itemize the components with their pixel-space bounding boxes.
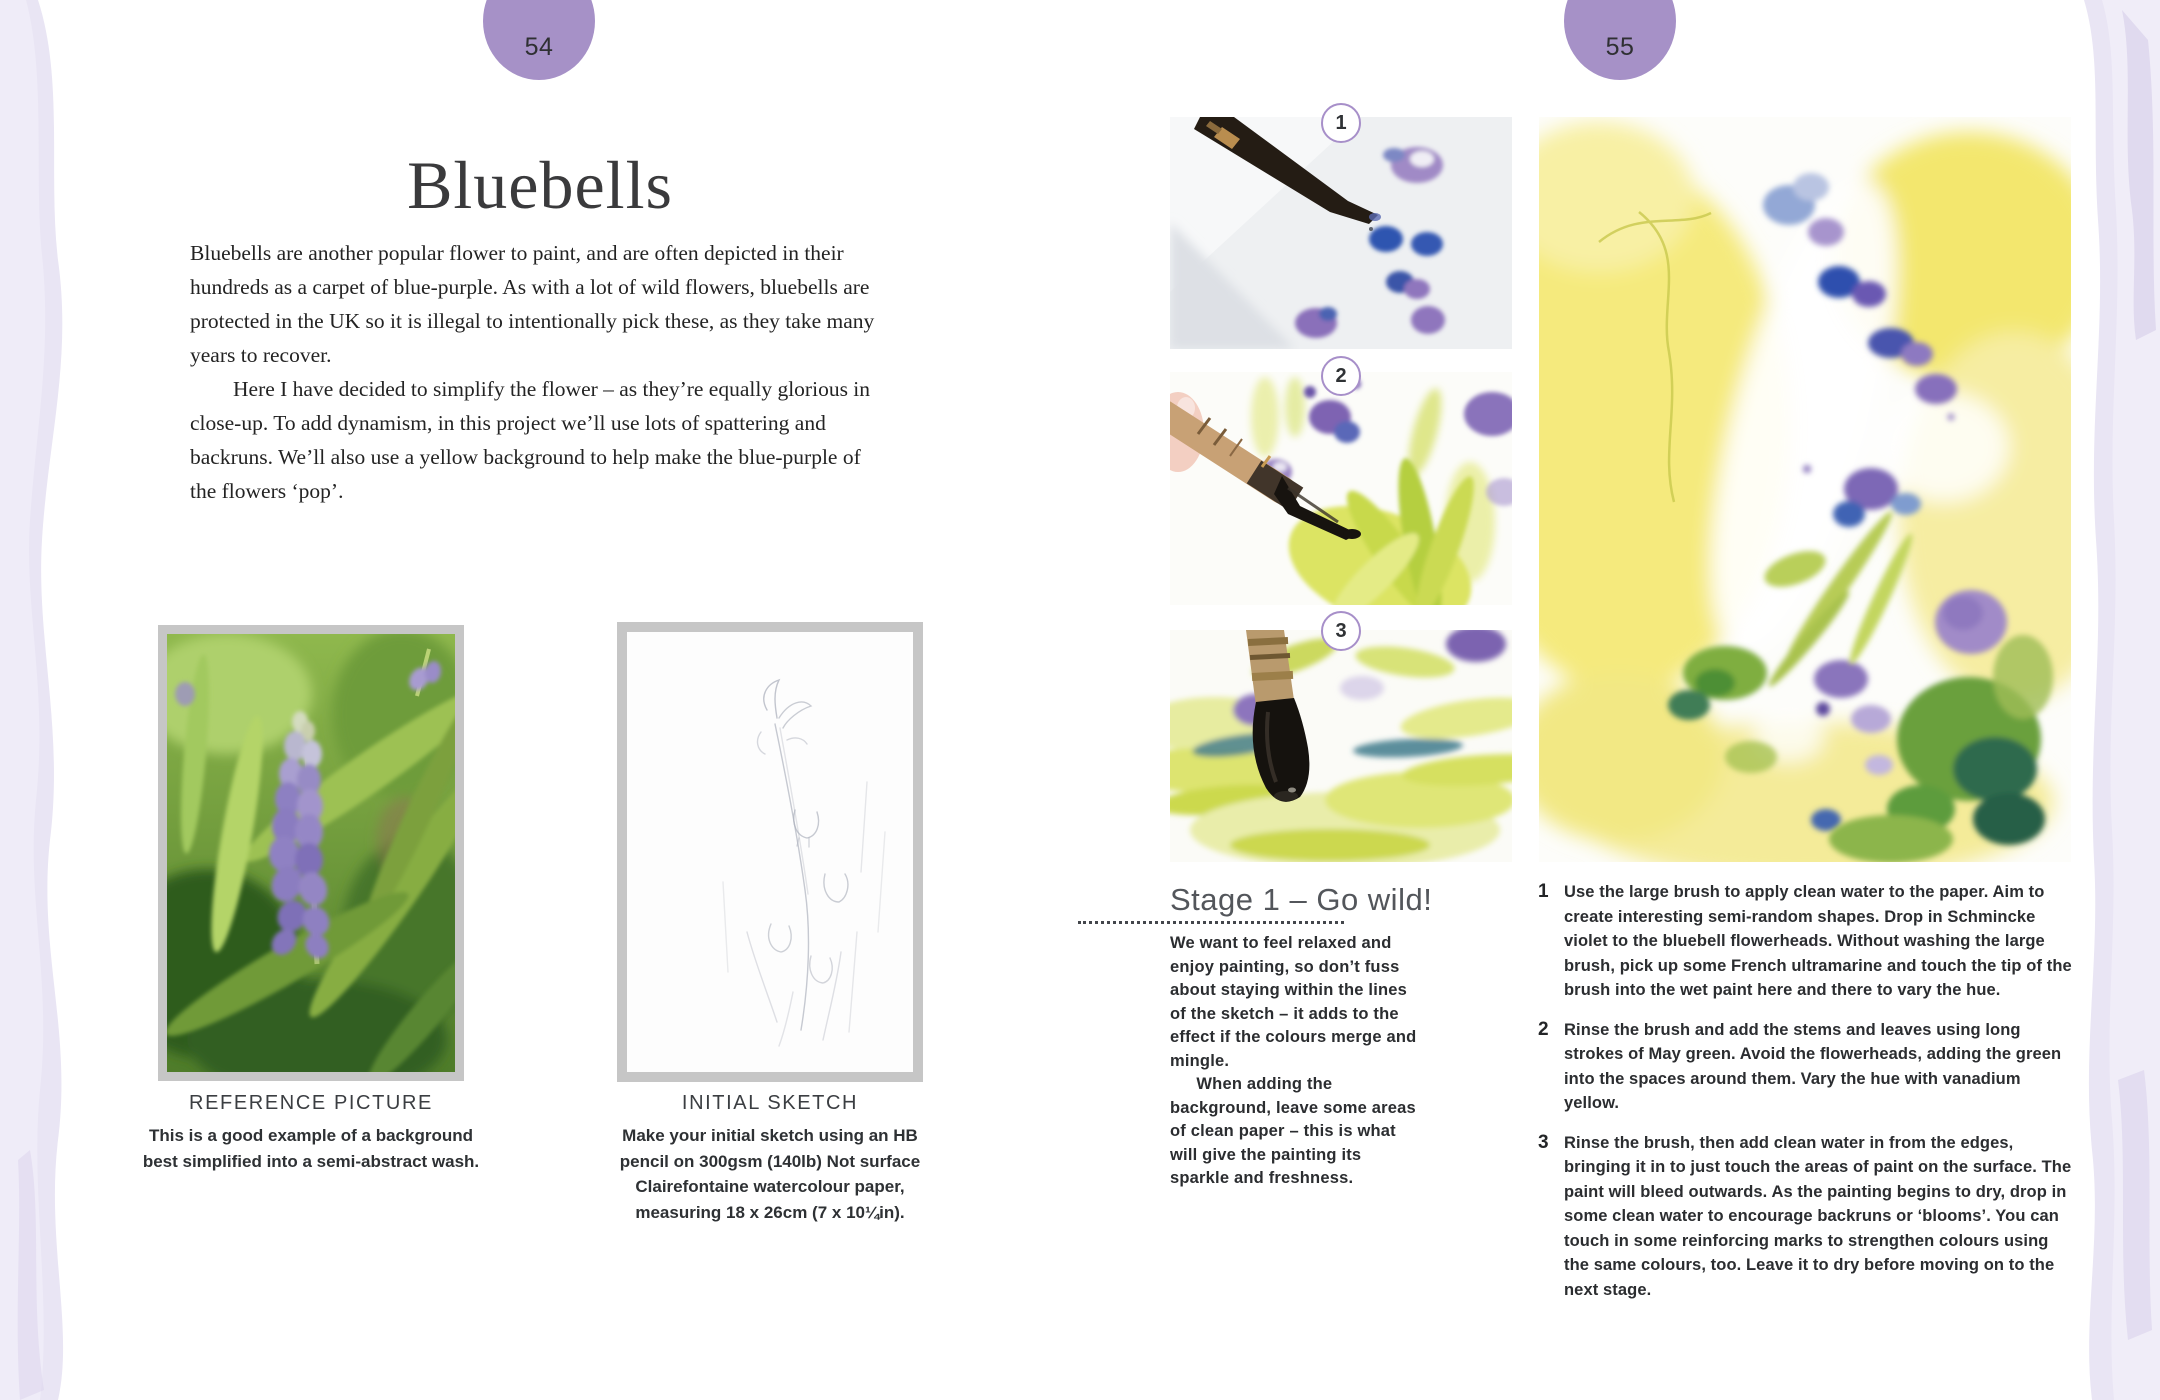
badge-number: 3 [1335, 619, 1347, 642]
instruction-step-3 [1538, 1131, 2078, 1303]
sketch-caption-heading: INITIAL SKETCH [681, 1092, 859, 1114]
reference-caption-text: This is a good example of a background best simplified into a semi-abstract wash. [142, 1126, 480, 1171]
step3-photo [1170, 630, 1512, 862]
sketch-caption-text: Make your initial sketch using an HB pencil on 300gsm (140lb) Not surface Clairefontaine watercolour paper, measuring 18 x 26cm (7 x 10¼in). [619, 1126, 921, 1222]
left-watercolor-edge [0, 0, 130, 1400]
step-text: Rinse the brush, then add clean water in from the edges, bringing it in to just touch the areas of paint on the surface. The paint will bleed outwards. As the painting begins to dry, drop in some clean water to encourage backruns or ‘blooms’. You can touch in some reinforcing marks to strengthen colours using the same colours, too. Leave it to dry before moving on to the next stage. [1564, 1133, 2072, 1299]
page-number: 55 [1605, 32, 1635, 61]
step-number: 1 [1538, 881, 1549, 902]
initial-sketch [617, 622, 923, 1082]
sketch-caption [600, 1092, 940, 1225]
step3-number-badge [1321, 611, 1361, 651]
step3-illustration [1170, 630, 1512, 862]
step1-photo [1170, 117, 1512, 349]
stage1-painting-illustration [1539, 117, 2071, 862]
reference-caption-heading: REFERENCE PICTURE [189, 1092, 433, 1114]
page-number-badge-right [1564, 0, 1676, 80]
badge-number: 2 [1335, 364, 1347, 387]
stage-paragraph-2: When adding the background, leave some areas of clean paper – this is what will give the painting its sparkle and freshness. [1170, 1075, 1416, 1187]
step2-photo [1170, 372, 1512, 605]
step-text: Rinse the brush and add the stems and leaves using long strokes of May green. Avoid the flowerheads, adding the green into the spaces around them. Vary the hue with vanadium yellow. [1564, 1020, 2062, 1112]
stage-heading: Stage 1 – Go wild! [1170, 882, 1433, 917]
step-number: 3 [1538, 1131, 1549, 1153]
step2-illustration [1170, 372, 1512, 605]
badge-number: 1 [1335, 111, 1347, 134]
intro-text [190, 236, 890, 508]
pencil-sketch-illustration [627, 632, 913, 1072]
step-number: 2 [1538, 1018, 1549, 1040]
reference-photo [158, 625, 464, 1081]
stage-paragraphs [1170, 932, 1422, 1191]
page-number-badge-left [483, 0, 595, 80]
page-title: Bluebells [407, 146, 673, 223]
dotted-divider [1078, 921, 1344, 924]
instruction-step-2 [1538, 1018, 2078, 1116]
instruction-steps [1538, 880, 2078, 1302]
stage1-painting [1539, 117, 2071, 862]
intro-paragraph-1: Bluebells are another popular flower to paint, and are often depicted in their hundreds as a carpet of blue-purple. As with a lot of wild flowers, bluebells are protected in the UK so it is illegal to intentionally pick these, as they take many years to recover. [190, 241, 875, 367]
bluebell-photo-illustration [167, 634, 455, 1072]
step-text: Use the large brush to apply clean water to the paper. Aim to create interesting semi-random shapes. Drop in Schmincke violet to the bluebell flowerheads. Without washing the large brush, pick up some French ultramarine and touch the tip of the brush into the wet paint here and there to vary the hue. [1564, 883, 2072, 999]
page-number: 54 [524, 32, 554, 61]
step2-number-badge [1321, 356, 1361, 396]
step1-number-badge [1321, 103, 1361, 143]
intro-paragraph-2: Here I have decided to simplify the flower – as they’re equally glorious in close-up. To add dynamism, in this project we’ll use lots of spattering and backruns. We’ll also use a yellow background to help make the blue-purple of the flowers ‘pop’. [190, 377, 871, 503]
step1-illustration [1170, 117, 1512, 349]
instruction-step-1 [1538, 880, 2078, 1003]
reference-caption [136, 1092, 486, 1174]
stage-paragraph-1: We want to feel relaxed and enjoy painting, so don’t fuss about staying within the lines of the sketch – it adds to the effect if the colours merge and mingle. [1170, 934, 1417, 1070]
